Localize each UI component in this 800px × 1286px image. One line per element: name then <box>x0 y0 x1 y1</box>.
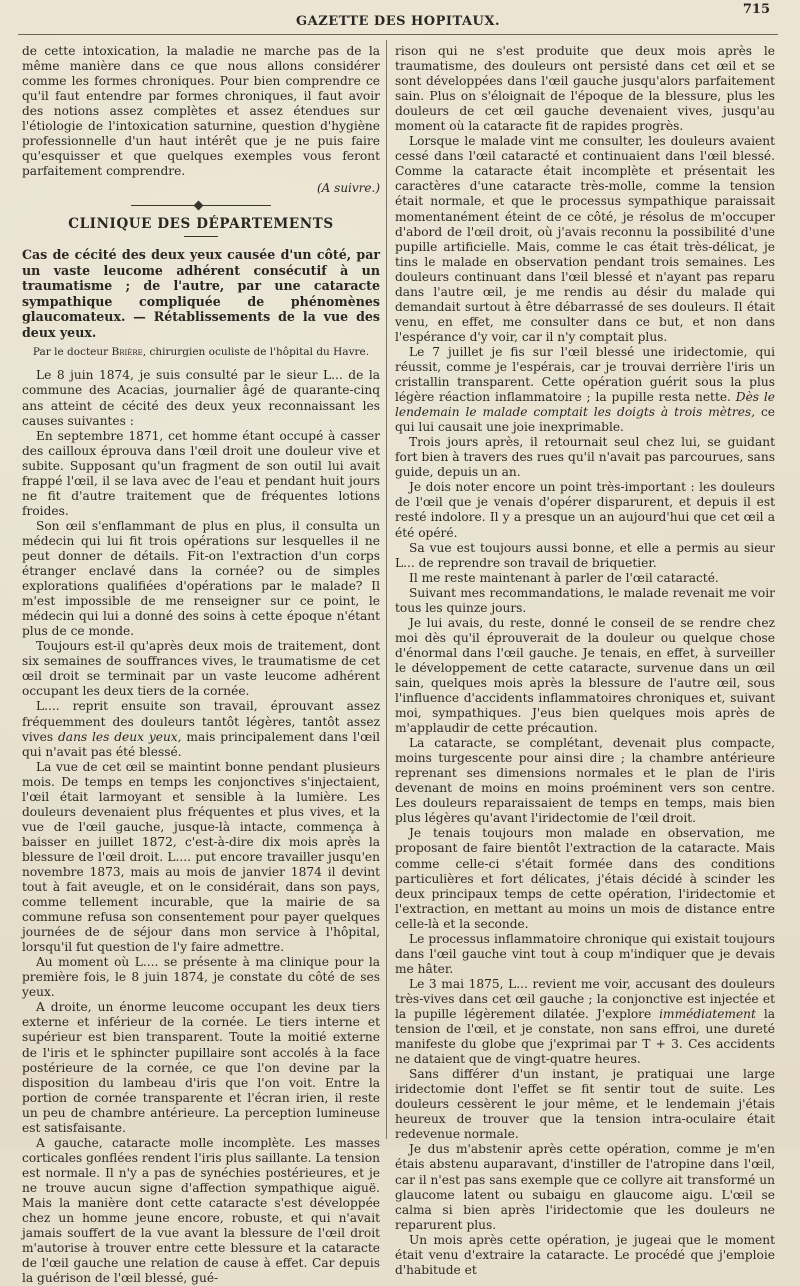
byline-prefix: Par le docteur <box>32 346 109 359</box>
paragraph <box>395 977 775 1067</box>
left-column <box>22 44 381 1286</box>
text-run: Le 3 mai 1875, L... revient me voir, accusant des douleurs très-vives dans cet œil gauche ; la conjonctive est injectée et la pupille légèrement dilatée. J'explore <box>395 976 775 1021</box>
paragraph: Il me reste maintenant à parler de l'œil cataracté. <box>409 570 719 585</box>
paragraph: Au moment où L.... se présente à ma clinique pour la première fois, le 8 juin 1874, je constate du côté de ses yeux. <box>22 955 380 1000</box>
paragraph: A gauche, cataracte molle incomplète. Les masses corticales gonflées rendent l'iris plus saillante. La tension est normale. Il n'y a pas de synéchies postérieures, et je ne trouve aucun signe d'affection sympathique aiguë. Mais la manière dont cette cataracte s'est développée chez un homme jeune encore, robuste, et qui n'avait jamais souffert de la vue avant la blessure de l'œil droit m'autorise à trouver entre cette blessure et la cataracte de l'œil gauche une relation de cause à effet. Car depuis la guérison de l'œil blessé, gué- <box>22 1135 380 1286</box>
paragraph: La cataracte, se complétant, devenait plus compacte, moins turgescente pour ainsi dire ; la chambre antérieure reprenant ses dimensions normales et le plan de l'iris devenant de moins en moins proéminent vers son centre. Les douleurs reparaissaient de temps en temps, mais bien plus légères qu'avant l'iridectomie de l'œil droit. <box>395 736 775 826</box>
right-column <box>395 44 775 1277</box>
journal-title: GAZETTE DES HOPITAUX. <box>296 14 500 29</box>
text-run: mais principalement dans l'œil qui n'avait pas été blessé. <box>22 729 381 759</box>
paragraph: de cette intoxication, la maladie ne marche pas de la même manière dans ce que nous allons considérer comme les formes chroniques. Pour bien comprendre ce qu'il faut entendre par formes chroniques, il faut avoir des notions assez complètes et assez étendues sur l'étiologie de l'intoxication saturnine, question d'hygiène professionnelle d'un haut intérêt que je ne puis faire qu'esquisser et que quelques exemples vous feront parfaitement comprendre. <box>22 44 380 179</box>
paragraph <box>395 345 775 435</box>
text-run: L.... reprit ensuite son travail, éprouvant assez fréquemment des douleurs tantôt légères, tantôt assez vives <box>22 699 380 744</box>
paragraph: Le 8 juin 1874, je suis consulté par le sieur L... de la commune des Acacias, journalier âgé de quarante-cinq ans atteint de cécité des deux yeux reconnaissant les causes suivantes : <box>22 368 380 428</box>
text-run: ce qui lui causait une joie inexprimable. <box>395 405 775 435</box>
paragraph: Je dois noter encore un point très-important : les douleurs de l'œil que je venais d'opérer disparurent, et depuis il est resté indolore. Il y a presque un an aujourd'hui que cet œil a été opéré. <box>395 480 775 540</box>
paragraph: Je dus m'abstenir après cette opération, comme je m'en étais abstenu auparavant, d'instiller de l'atropine dans l'œil, car il n'est pas sans exemple que ce collyre ait transformé un glaucome latent ou subaigu en glaucome aigu. L'œil se calma si bien après l'iridectomie que les douleurs ne reparurent plus. <box>395 1142 775 1232</box>
paragraph: Lorsque le malade vint me consulter, les douleurs avaient cessé dans l'œil cataracté et continuaient dans l'œil blessé. Comme la cataracte était incomplète et présentait les caractères d'une cataracte très-molle, comme la tension était normale, et que le processus sympathique paraissait momentanément éteint de ce côté, je résolus de m'occuper d'abord de l'œil droit, où j'avais reconnu la possibilité d'une pupille artificielle. Mais, comme le cas était très-délicat, je tins le malade en observation pendant trois semaines. Les douleurs continuant dans l'œil blessé et n'ayant pas reparu dans l'autre œil, je me rendis au désir du malade qui demandait surtout à être débarrassé de ses douleurs. Il était venu, en effet, me consulter dans ce but, et non dans l'espérance d'y voir, car il n'y comptait plus. <box>395 134 775 344</box>
paragraph: Le processus inflammatoire chronique qui existait toujours dans l'œil gauche vint tout à coup m'indiquer que je devais me hâter. <box>395 931 775 976</box>
text-run: la tension de l'œil, et je constate, non sans effroi, une dureté manifeste du globe que j'exprimai par T + 3. Ces accidents ne dataient que de vingt-quatre heures. <box>395 1007 775 1067</box>
paragraph: En septembre 1871, cet homme étant occupé à casser des cailloux éprouva dans l'œil droit une douleur vive et subite. Supposant qu'un fragment de son outil lui avait frappé l'œil, il se lava avec de l'eau et pendant huit jours ne fit d'autre traitement que de fréquentes lotions froides. <box>22 428 380 518</box>
paragraph: rison qui ne s'est produite que deux mois après le traumatisme, des douleurs ont persisté dans cet œil et se sont développées dans l'œil gauche jusqu'alors parfaitement sain. Plus on s'éloignait de l'époque de la blessure, plus les douleurs de cet œil gauche devenaient vives, jusqu'au moment où la cataracte fit de rapides progrès. <box>395 44 775 134</box>
byline-suffix: , chirurgien oculiste de l'hôpital du Havre. <box>142 346 370 359</box>
paragraph: Suivant mes recommandations, le malade revenait me voir tous les quinze jours. <box>395 585 775 615</box>
text-run: Le 7 juillet je fis sur l'œil blessé une iridectomie, qui réussit, comme je l'espérais, car je trouvai derrière l'iris un cristallin transparent. Cette opération guérit sous la plus légère réaction inflammatoire ; la pupille resta nette. <box>395 344 775 405</box>
emphasis: immédiatement <box>659 1007 756 1021</box>
page-number: 715 <box>742 2 770 17</box>
paragraph: A droite, un énorme leucome occupant les deux tiers externe et inférieur de la cornée. Le tiers interne et supérieur est bien transparent. Toute la moitié externe de l'iris et le sphincter pupillaire sont accolés à la face postérieure de la cornée, ce que l'on devine par la disposition du lambeau d'iris que l'on voit. Entre la portion de cornée transparente et l'écran irien, il reste un peu de chambre antérieure. La perception lumineuse est satisfaisante. <box>22 1000 380 1135</box>
to-be-continued: (A suivre.) <box>317 181 380 196</box>
byline <box>22 346 380 358</box>
paragraph: Sa vue est toujours aussi bonne, et elle a permis au sieur L... de reprendre son travail de briquetier. <box>395 540 775 570</box>
title-underline <box>184 236 218 237</box>
section-title: CLINIQUE DES DÉPARTEMENTS <box>68 216 334 233</box>
author-name: Brière <box>111 346 143 359</box>
emphasis: Dès le lendemain le malade comptait les doigts à trois mètres, <box>395 390 775 420</box>
article-title: Cas de cécité des deux yeux causée d'un côté, par un vaste leucome adhérent consécutif à un traumatisme ; de l'autre, par une cataracte sympathique compliquée de phénomènes glaucomateux. — Rétablissements de la vue des deux yeux. <box>22 247 380 340</box>
paragraph: Sans différer d'un instant, je pratiquai une large iridectomie dont l'effet se fit sentir tout de suite. Les douleurs cessèrent le jour même, et le lendemain j'étais heureux de trouver que la tension intra-oculaire était redevenue normale. <box>395 1067 775 1142</box>
paragraph: Je tenais toujours mon malade en observation, me proposant de faire bientôt l'extraction de la cataracte. Mais comme celle-ci s'était formée dans des conditions particulières et fort délicates, j'étais décidé à scinder les deux principaux temps de cette opération, l'iridectomie et l'extraction, en mettant au moins un mois de distance entre celle-là et la seconde. <box>395 826 775 931</box>
paragraph <box>22 699 380 759</box>
paragraph: Je lui avais, du reste, donné le conseil de se rendre chez moi dès qu'il éprouverait de la douleur ou quelque chose d'énormal dans l'œil gauche. Je tenais, en effet, à surveiller le développement de cette cataracte, survenue dans un œil sain, quelques mois après la blessure de l'autre œil, sous l'influence d'accidents inflammatoires chroniques et, suivant moi, sympathiques. J'eus bien quelques mois après de m'applaudir de cette précaution. <box>395 615 775 736</box>
paragraph: La vue de cet œil se maintint bonne pendant plusieurs mois. De temps en temps les conjonctives s'injectaient, l'œil était larmoyant et sensible à la lumière. Les douleurs devenaient plus fréquentes et plus vives, et la vue de l'œil gauche, jusque-là intacte, commença à baisser en juillet 1872, c'est-à-dire dix mois après la blessure de l'œil droit. L.... put encore travailler jusqu'en novembre 1873, mais au mois de janvier 1874 il devint tout à fait aveugle, et on le considérait, dans son pays, comme tellement incurable, que la mairie de sa commune refusa son consentement pour payer quelques journées de de séjour dans mon service à l'hôpital, lorsqu'il fut question de l'y faire admettre. <box>22 759 380 955</box>
ornamental-divider <box>131 205 271 206</box>
emphasis: dans les deux yeux, <box>58 729 182 744</box>
column-divider <box>386 40 387 1139</box>
paragraph: Son œil s'enflammant de plus en plus, il consulta un médecin qui lui fit trois opérations sur lesquelles il ne peut donner de détails. Fit-on l'extraction d'un corps étranger enclavé dans la cornée? ou de simples explorations qualifiées d'opérations par le malade? Il m'est impossible de me renseigner sur ce point, le médecin qui lui a donné des soins à cette époque n'étant plus de ce monde. <box>22 518 380 639</box>
page-header <box>18 0 778 35</box>
paragraph: Toujours est-il qu'après deux mois de traitement, dont six semaines de souffrances vives, le traumatisme de cet œil droit se terminait par un vaste leucome adhérent occupant les deux tiers de la cornée. <box>22 639 380 699</box>
paragraph: Trois jours après, il retournait seul chez lui, se guidant fort bien à travers des rues qu'il n'avait pas parcourues, sans guide, depuis un an. <box>395 435 775 480</box>
paragraph: Un mois après cette opération, je jugeai que le moment était venu d'extraire la cataracte. Le procédé que j'emploie d'habitude et <box>395 1232 775 1277</box>
